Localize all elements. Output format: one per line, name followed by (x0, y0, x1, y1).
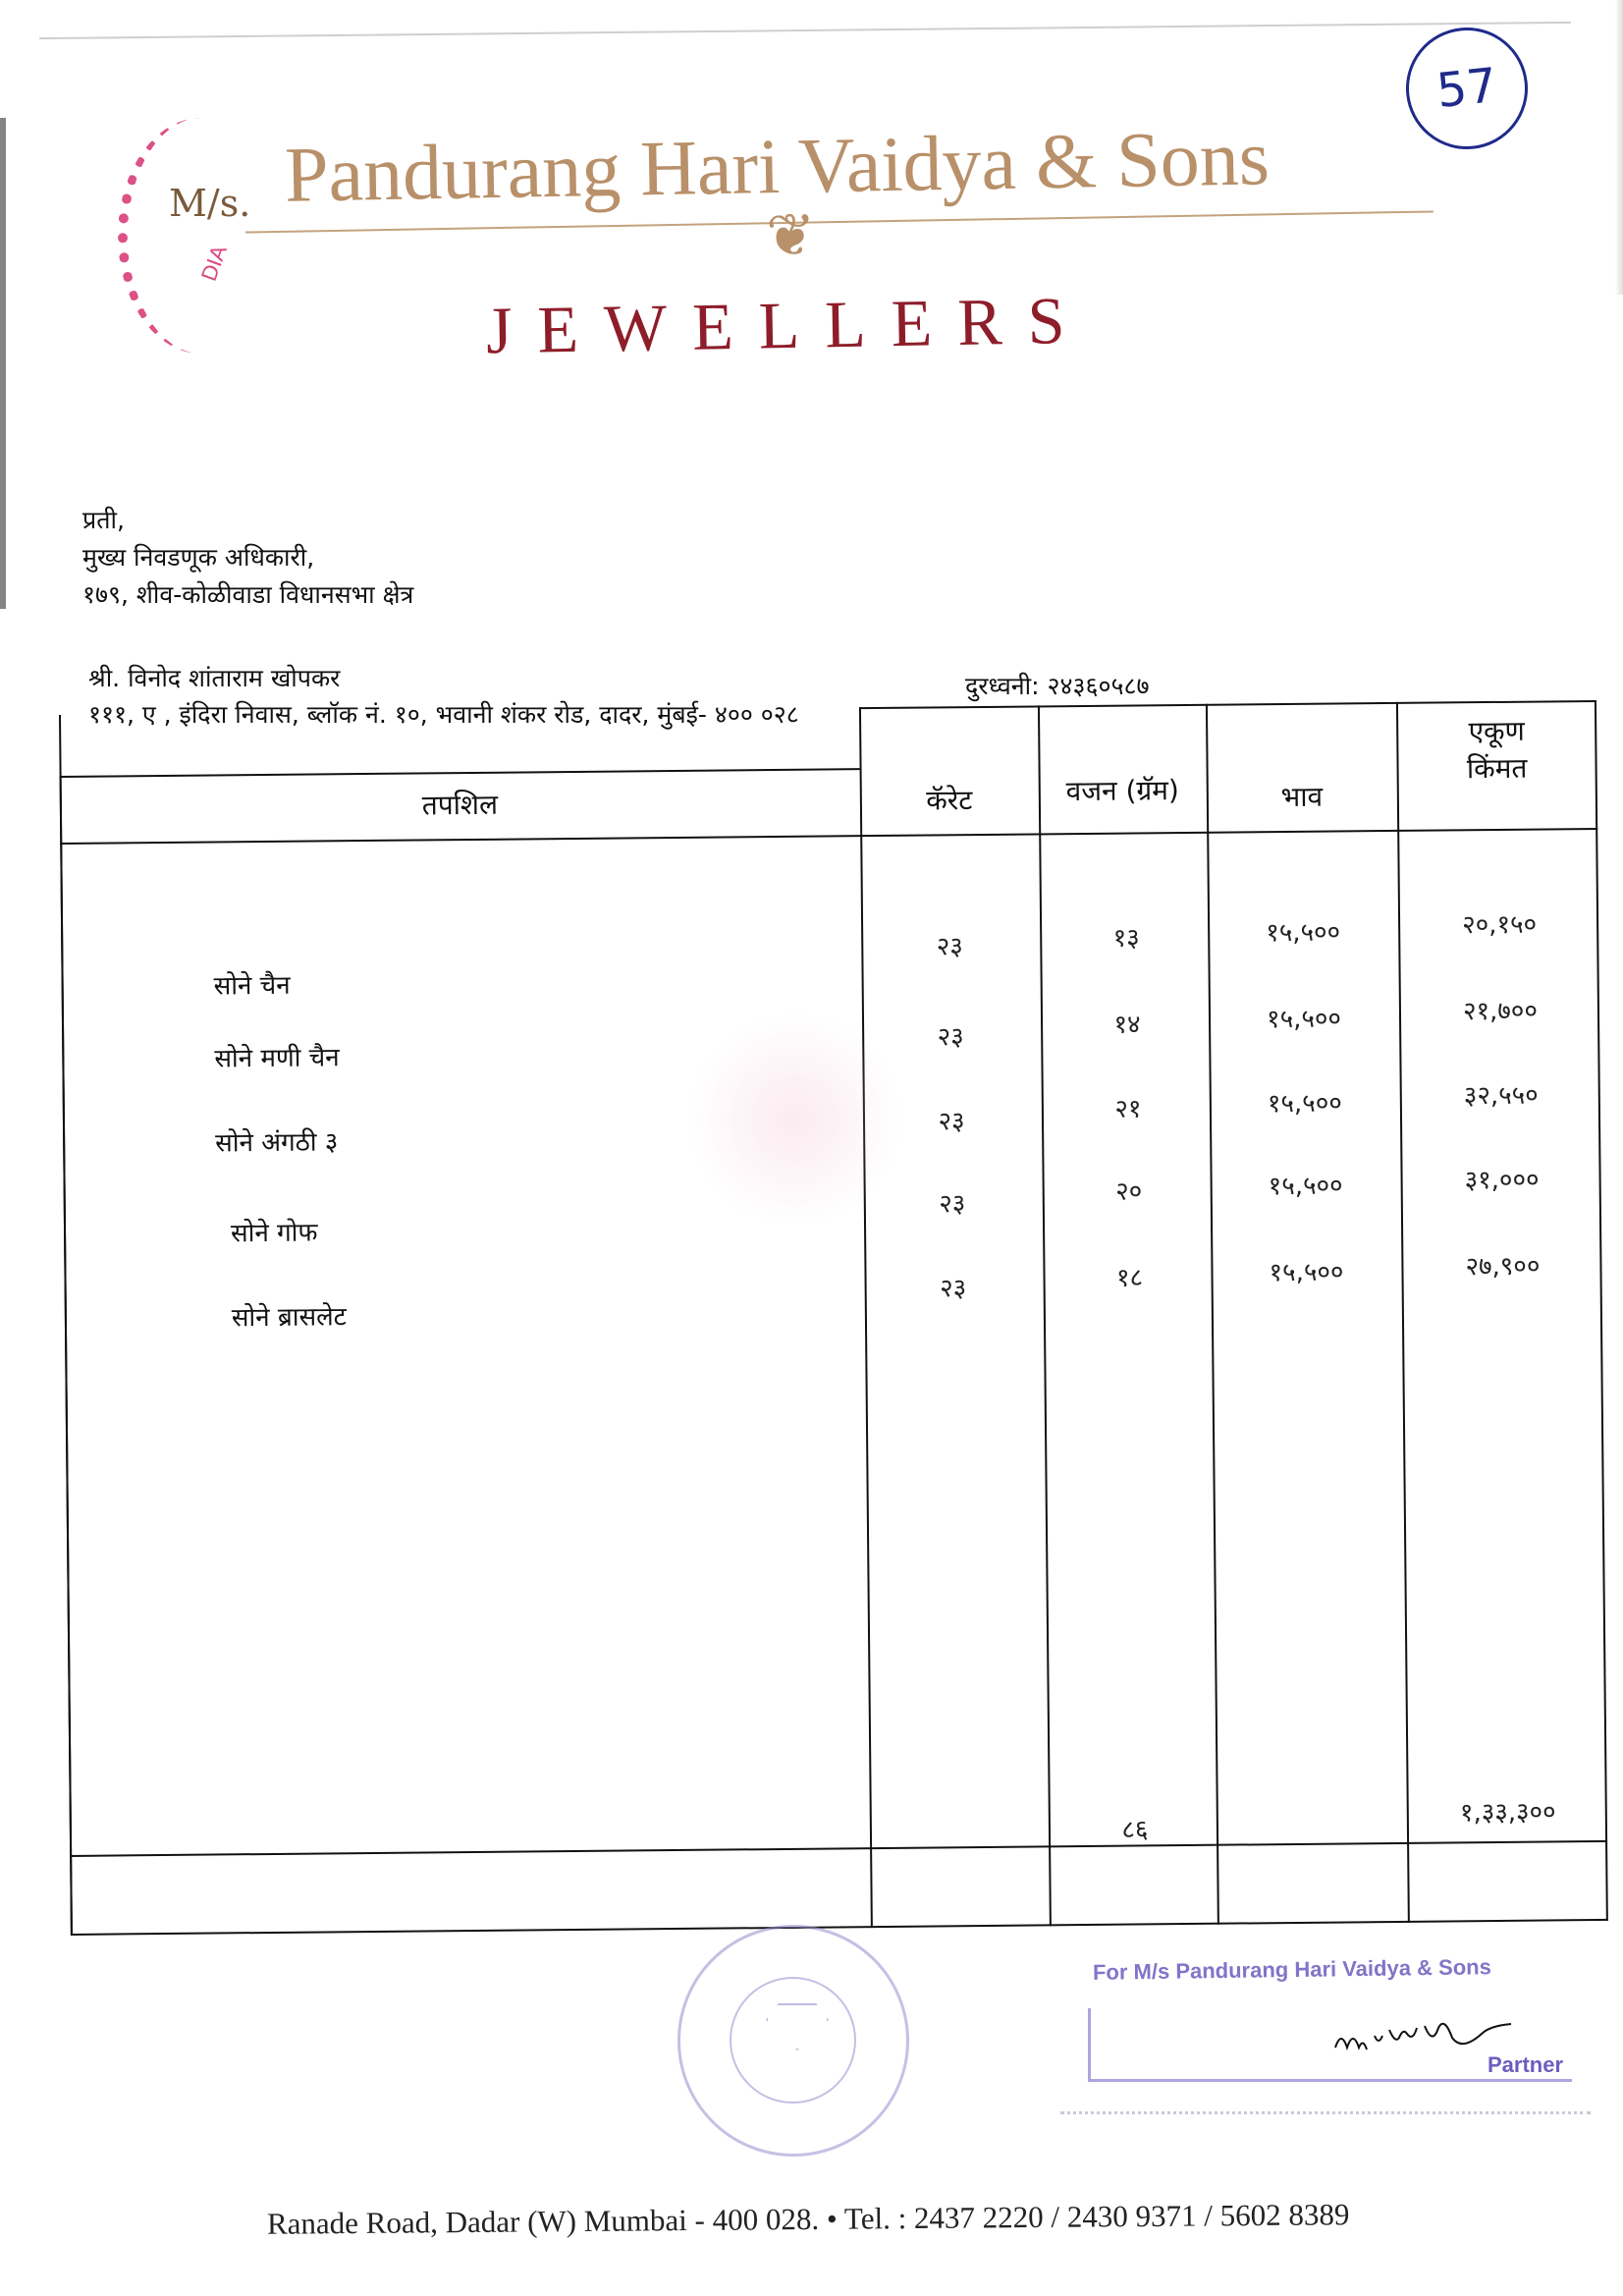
footer (267, 2197, 1350, 2242)
paper-edge (39, 22, 1571, 39)
rate-value: १५,५०० (1267, 1088, 1342, 1120)
page-number-circled (1400, 22, 1534, 155)
carat-value: २३ (937, 1022, 964, 1053)
weight-value: २० (1115, 1176, 1143, 1207)
amount-value: २७,९०० (1465, 1251, 1541, 1283)
recipient-line-3: १७९, शीव-कोळीवाडा विधानसभा क्षेत्र (82, 580, 414, 609)
recipient-line-2: मुख्य निवडणूक अधिकारी, (82, 543, 315, 572)
item-name: सोने ब्रासलेट (231, 1302, 347, 1334)
amount-value: २१,७०० (1462, 996, 1539, 1027)
header-total-line-1: एकूण (1468, 714, 1525, 748)
letterhead-tagline: JEWELLERS (485, 282, 1092, 368)
carat-value: २३ (936, 932, 963, 962)
header-rate: भाव (1280, 780, 1324, 814)
footer-phones: Tel. : 2437 2220 / 2430 9371 / 5602 8389 (843, 2197, 1350, 2236)
amount-value: ३१,००० (1464, 1165, 1540, 1196)
header-details: तपशिल (421, 788, 499, 822)
dotted-rule (1060, 2111, 1591, 2114)
item-name: सोने गोफ (230, 1218, 318, 1249)
header-total (1396, 712, 1597, 789)
amount-value: ३२,५५० (1463, 1080, 1539, 1112)
customer-phone: दुरध्वनी: २४३६०५८७ (965, 672, 1150, 700)
footer-bullet-icon: • (826, 2201, 838, 2236)
rate-value: १५,५०० (1266, 1004, 1342, 1035)
recipient-line-1: प्रती, (82, 506, 125, 534)
carat-value: २३ (939, 1189, 966, 1220)
item-name: सोने चैन (213, 970, 291, 1002)
page-number: 57 (1434, 57, 1500, 120)
total-weight: ८६ (1121, 1815, 1149, 1845)
item-name: सोने मणी चैन (214, 1043, 340, 1074)
amount-value: २०,१५० (1462, 909, 1538, 941)
header-total-line-2: किंमत (1466, 751, 1528, 786)
faint-stamp-mark (687, 1011, 903, 1228)
ornament-icon: ❦ (766, 201, 816, 270)
rate-value: १५,५०० (1268, 1171, 1343, 1202)
customer-name: श्री. विनोद शांताराम खोपकर (88, 664, 341, 692)
item-name: सोने अंगठी ३ (215, 1127, 339, 1159)
weight-value: २१ (1114, 1094, 1142, 1124)
header-weight: वजन (ग्रॅम) (1065, 774, 1180, 808)
rate-value: १५,५०० (1266, 917, 1341, 949)
weight-value: १३ (1112, 923, 1140, 954)
paper-edge-right (1615, 0, 1623, 295)
header-carat: कॅरेट (926, 784, 973, 817)
signature-role: Partner (1488, 2052, 1564, 2077)
customer-address: १११, ए , इंदिरा निवास, ब्लॉक नं. १०, भवानी शंकर रोड, दादर, मुंबई- ४०० ०२८ (88, 700, 799, 729)
weight-value: १४ (1113, 1010, 1141, 1040)
letterhead-prefix: M/s. (169, 182, 251, 225)
total-amount: १,३३,३०० (1459, 1797, 1556, 1829)
weight-value: १८ (1115, 1263, 1144, 1293)
signature-for-line: For M/s Pandurang Hari Vaidya & Sons (1092, 1954, 1492, 1985)
red-stamp-label: DIA (195, 242, 232, 285)
footer-address: Ranade Road, Dadar (W) Mumbai - 400 028. (266, 2201, 820, 2241)
rate-value: १५,५०० (1269, 1257, 1344, 1288)
red-stamp-mark (118, 118, 285, 354)
carat-value: २३ (938, 1107, 965, 1137)
invoice-table (59, 700, 1608, 1936)
carat-value: २३ (939, 1274, 967, 1304)
letterhead-firm-name: Pandurang Hari Vaidya & Sons (284, 115, 1271, 219)
paper-edge-left (0, 118, 6, 609)
